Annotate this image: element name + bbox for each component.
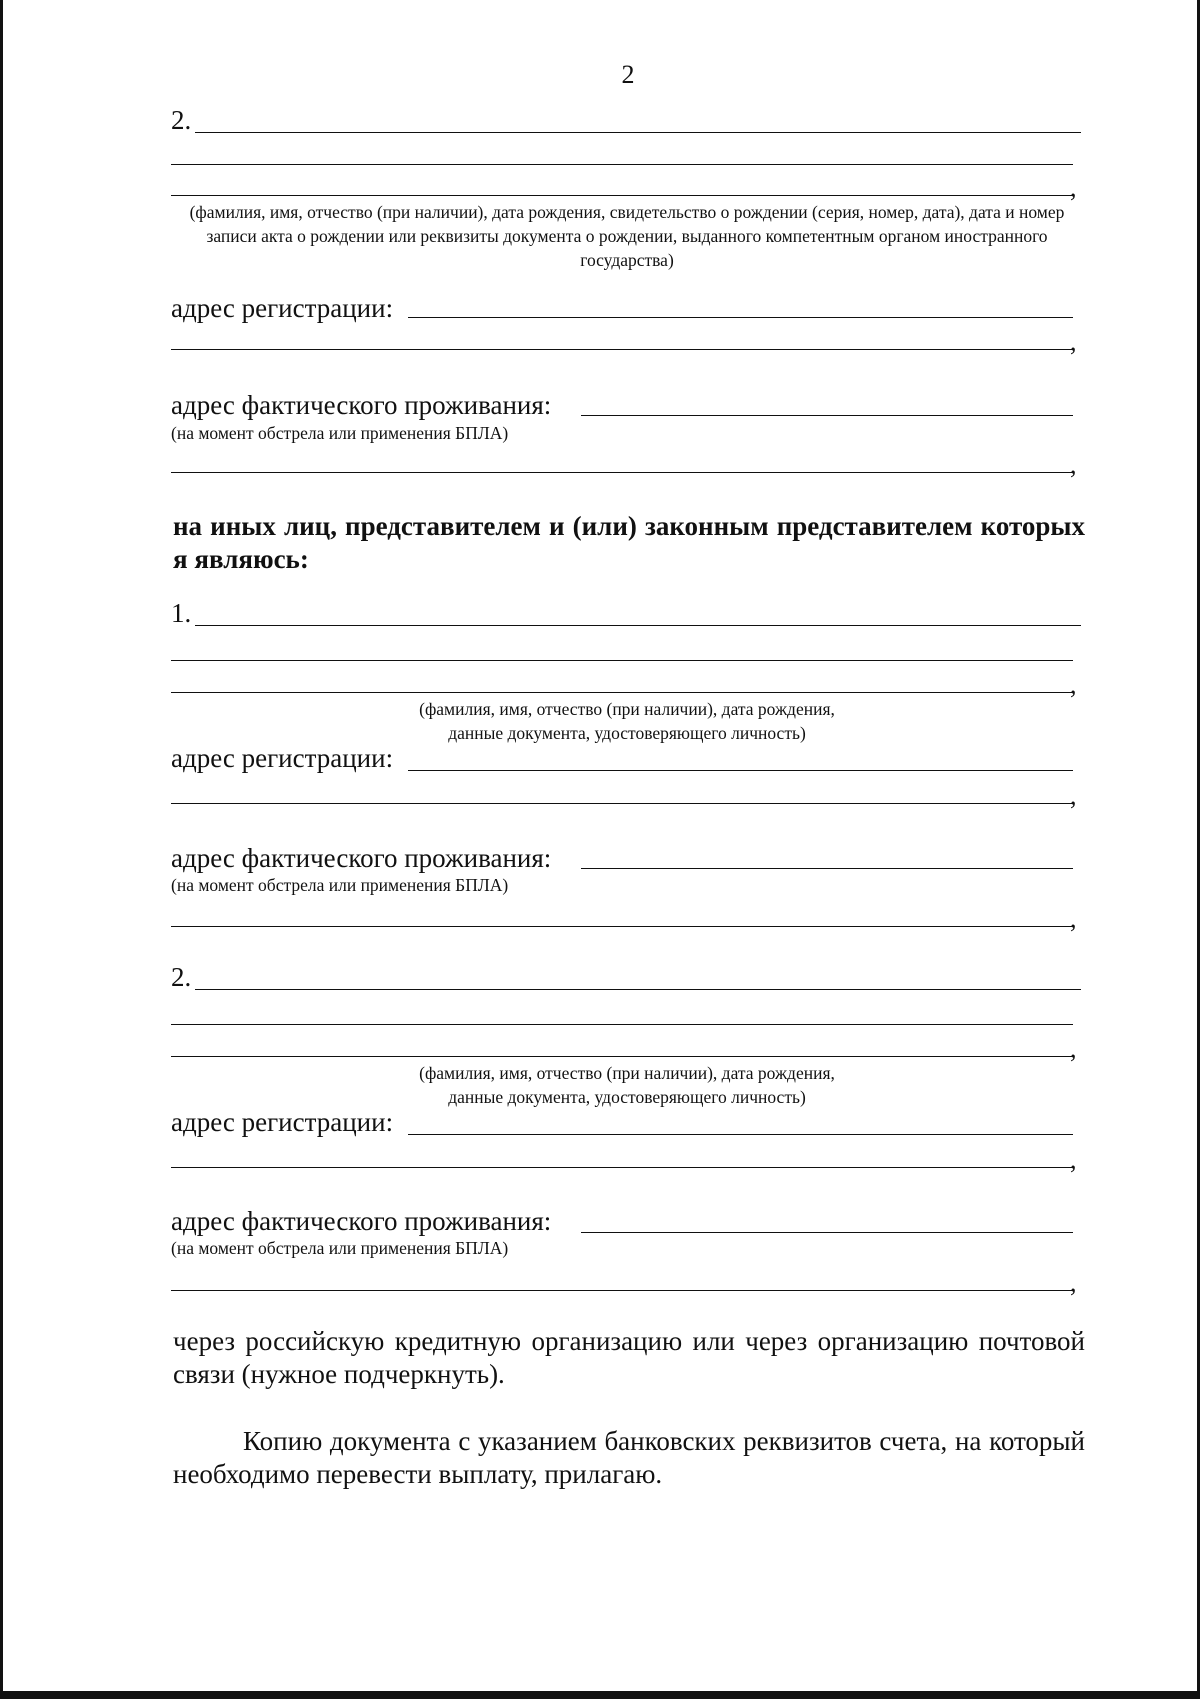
person2-actual-address-line-1[interactable] [581,1232,1073,1233]
person2-item-number: 2. [171,962,192,992]
child2-actual-address-comma: , [1070,450,1077,479]
child2-actual-address-line-2[interactable] [171,472,1073,473]
person2-caption-line-1: (фамилия, имя, отчество (при наличии), дата рождения, [419,1063,835,1083]
person1-actual-address-line-2[interactable] [171,926,1073,927]
child2-registration-line-1[interactable] [408,317,1073,318]
person1-registration-label: адрес регистрации: [171,743,394,773]
person1-registration-line-1[interactable] [408,770,1073,771]
person1-name-line-2[interactable] [171,660,1073,661]
child2-name-line-1[interactable] [195,132,1081,133]
child2-actual-address-note: (на момент обстрела или применения БПЛА) [171,423,509,443]
person1-caption-line-2: данные документа, удостоверяющего личность) [448,723,806,743]
person2-registration-line-2[interactable] [171,1167,1073,1168]
child2-item-number: 2. [171,105,192,135]
person2-registration-label: адрес регистрации: [171,1107,394,1137]
child2-registration-label: адрес регистрации: [171,293,394,323]
child2-name-line-3[interactable] [171,195,1073,196]
person1-actual-address-note: (на момент обстрела или применения БПЛА) [171,875,509,895]
person1-name-line-3[interactable] [171,692,1073,693]
child2-registration-comma: , [1070,327,1077,356]
person1-caption-line-1: (фамилия, имя, отчество (при наличии), дата рождения, [419,699,835,719]
child2-registration-line-2[interactable] [171,349,1073,350]
attachment-text: Копию документа с указанием банковских реквизитов счета, на который необходимо перевести выплату, прилагаю. [173,1426,1085,1489]
person1-actual-address-label: адрес фактического проживания: [171,843,552,873]
person2-actual-address-note: (на момент обстрела или применения БПЛА) [171,1238,509,1258]
person2-name-line-1[interactable] [195,989,1081,990]
person2-actual-address-label: адрес фактического проживания: [171,1206,552,1236]
person2-caption-line-2: данные документа, удостоверяющего личность) [448,1087,806,1107]
child2-actual-address-line-1[interactable] [581,415,1073,416]
person1-comma: , [1070,670,1077,699]
person2-comma: , [1070,1034,1077,1063]
person2-name-line-2[interactable] [171,1024,1073,1025]
payment-method-text: через российскую кредитную организацию или через организацию почтовой связи (нужное подчеркнуть). [173,1326,1085,1389]
person2-actual-address-comma: , [1070,1268,1077,1297]
person1-actual-address-comma: , [1070,904,1077,933]
person2-name-line-3[interactable] [171,1056,1073,1057]
person1-actual-address-line-1[interactable] [581,868,1073,869]
person1-name-line-1[interactable] [195,625,1081,626]
person2-actual-address-line-2[interactable] [171,1290,1073,1291]
person2-registration-line-1[interactable] [408,1134,1073,1135]
child2-caption: (фамилия, имя, отчество (при наличии), дата рождения, свидетельство о рождении (серия, номер, дата), дата и номер записи акта о рождении или реквизиты документа о рождении, выданного компетентным органом иностранного государства) [189,202,1065,270]
page-number: 2 [621,60,635,89]
child2-actual-address-label: адрес фактического проживания: [171,390,552,420]
person2-registration-comma: , [1070,1145,1077,1174]
person1-registration-comma: , [1070,781,1077,810]
child2-comma: , [1070,173,1077,202]
representatives-heading: на иных лиц, представителем и (или) законным представителем которых я являюсь: [173,511,1085,574]
person1-item-number: 1. [171,598,192,628]
child2-name-line-2[interactable] [171,164,1073,165]
person1-registration-line-2[interactable] [171,803,1073,804]
